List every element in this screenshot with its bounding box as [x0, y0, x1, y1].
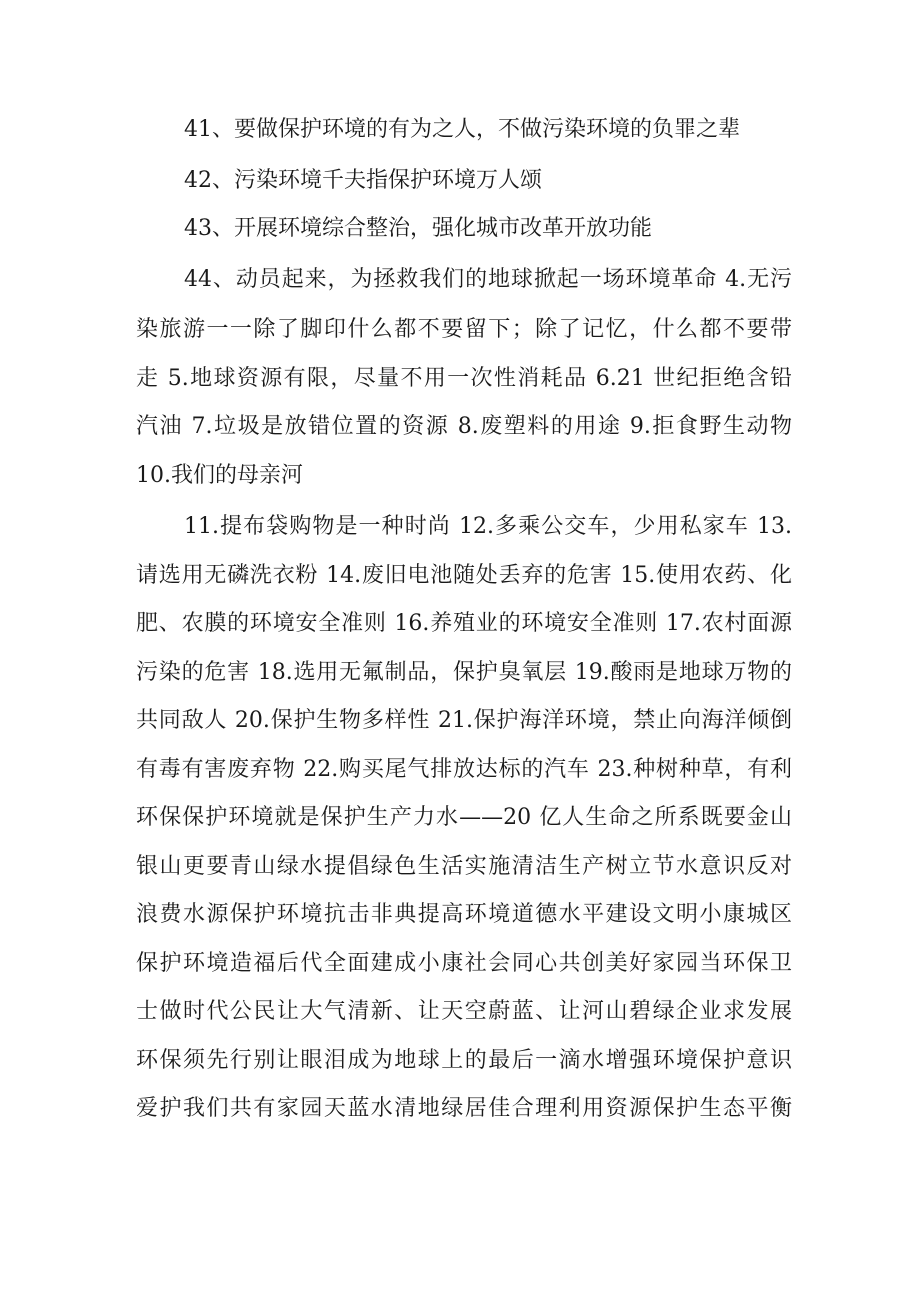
paragraph-11-line-11: 士做时代公民让大气清新、让天空蔚蓝、让河山碧绿企业求发展: [136, 999, 792, 1024]
paragraph-44-line-2: 染旅游一一除了脚印什么都不要留下；除了记忆，什么都不要带: [136, 317, 792, 342]
paragraph-11-line-8: 银山更要青山绿水提倡绿色生活实施清洁生产树立节水意识反对: [136, 854, 792, 879]
paragraph-11-line-9: 浪费水源保护环境抗击非典提高环境道德水平建设文明小康城区: [136, 902, 792, 927]
text-line-item-42: 42、污染环境千夫指保护环境万人颂: [184, 168, 542, 193]
paragraph-11-line-12: 环保须先行别让眼泪成为地球上的最后一滴水增强环境保护意识: [136, 1048, 792, 1073]
paragraph-11-line-13: 爱护我们共有家园天蓝水清地绿居佳合理利用资源保护生态平衡: [136, 1096, 792, 1121]
paragraph-11-line-2: 请选用无磷洗衣粉 14.废旧电池随处丢弃的危害 15.使用农药、化: [136, 563, 792, 588]
paragraph-11-line-6: 有毒有害废弃物 22.购买尾气排放达标的汽车 23.种树种草，有利: [136, 757, 792, 782]
paragraph-44-line-3: 走 5.地球资源有限，尽量不用一次性消耗品 6.21 世纪拒绝含铅: [136, 366, 792, 391]
paragraph-44-line-4: 汽油 7.垃圾是放错位置的资源 8.废塑料的用途 9.拒食野生动物: [136, 414, 792, 439]
paragraph-11-line-1: 11.提布袋购物是一种时尚 12.多乘公交车，少用私家车 13.: [184, 514, 792, 539]
text-line-item-43: 43、开展环境综合整治，强化城市改革开放功能: [184, 216, 652, 241]
paragraph-11-line-4: 污染的危害 18.选用无氟制品，保护臭氧层 19.酸雨是地球万物的: [136, 660, 792, 685]
paragraph-11-line-3: 肥、农膜的环境安全准则 16.养殖业的环境安全准则 17.农村面源: [136, 611, 792, 636]
paragraph-11-line-5: 共同敌人 20.保护生物多样性 21.保护海洋环境，禁止向海洋倾倒: [136, 708, 792, 733]
paragraph-44-line-5: 10.我们的母亲河: [136, 463, 303, 488]
paragraph-11-line-10: 保护环境造福后代全面建成小康社会同心共创美好家园当环保卫: [136, 951, 792, 976]
paragraph-11-line-7: 环保保护环境就是保护生产力水——20 亿人生命之所系既要金山: [136, 805, 792, 830]
paragraph-44-line-1: 44、动员起来，为拯救我们的地球掀起一场环境革命 4.无污: [184, 267, 792, 292]
text-line-item-41: 41、要做保护环境的有为之人，不做污染环境的负罪之辈: [184, 117, 740, 142]
